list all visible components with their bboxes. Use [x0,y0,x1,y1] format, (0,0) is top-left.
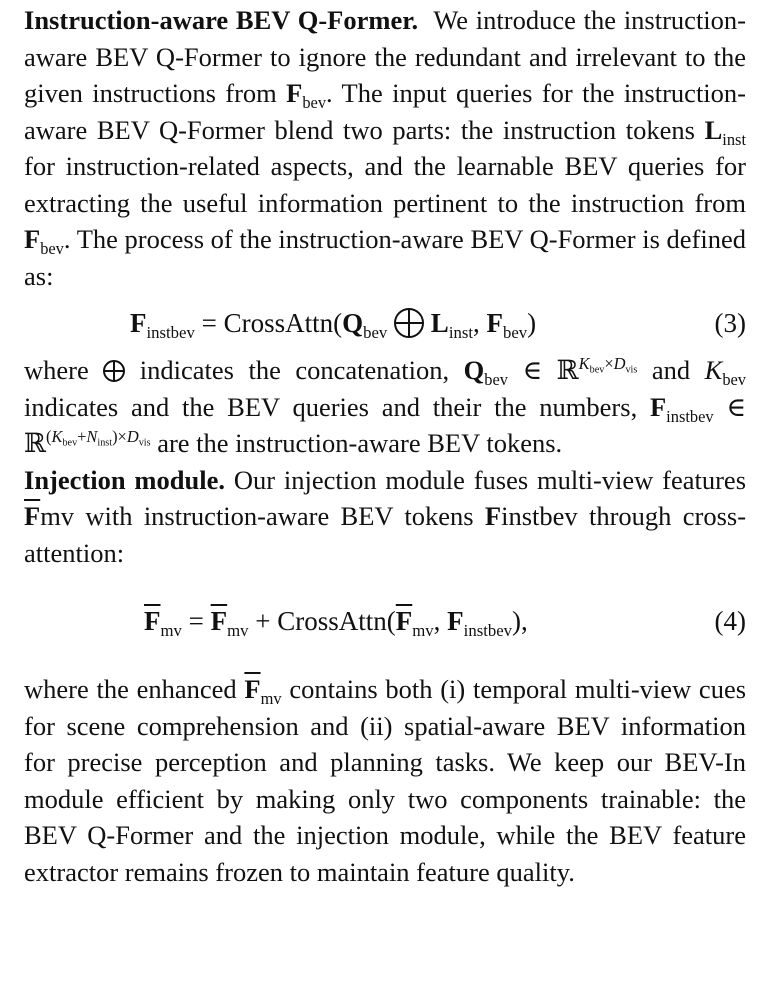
where-text: indicates the concatenation, [139,355,450,385]
math-K: K [704,355,723,385]
where-2-text: where the enhanced [24,674,237,704]
math-inline-instbev: instbev [501,501,578,531]
math-F: F [286,78,303,108]
math-N: N [86,427,98,447]
paragraph-where-1: where indicates the concatenation, $Q_{bev}$ ∈ ℝ$^{K_{bev}\times D_{vis}}$ and $K_{bev}$ indicates and the BEV queries and their the numbers, $F_{instbev}$ ∈ ℝ$^{(K_{bev}+N_{inst})\times D_{vis}}$ are the instruction-aware BEV tokens. [24,354,747,458]
paragraph-qformer [24,2,746,294]
qformer-text-1: We introduce the instruction-aware BEV Q-Former to ignore the redundant and irrelevant to the given instructions from [24,5,746,108]
equation-3-number: (3) [714,308,746,338]
math-Fbar: $\overline{F}$ [24,501,41,531]
math-sub: bev [722,369,747,389]
paragraph-where-2 [24,671,746,890]
where-text: where [24,355,89,385]
math-F: F [130,308,147,338]
math-sub: vis [138,437,151,449]
math-sub: inst [448,322,473,342]
math-L: L [704,114,723,145]
math-sub: inst [722,129,747,149]
math-Fbar: $\overline{F}$ [244,674,261,704]
math-reals: ℝ [24,428,47,458]
math-sub: bev [484,369,508,389]
math-Fbar: $\overline{F}$ [144,606,161,636]
equation-3-body: $F_{instbev}$ = $CrossAttn(Q_{bev}$ $L_{inst}$, $F_{bev}$) [130,308,537,342]
heading-qformer: Instruction-aware BEV Q-Former. [24,5,419,35]
where-text: and [651,355,691,385]
math-sub: mv [160,620,182,640]
math-sub: bev [363,322,388,342]
equation-4-number: (4) [714,606,746,636]
where-text: are the instruction-aware BEV tokens. [157,428,563,458]
math-crossattn: CrossAttn [223,308,334,338]
injection-text-2: with instruction-aware BEV tokens [85,501,474,531]
math-sub: bev [589,364,605,376]
math-sub: instbev [463,620,513,640]
where-2-rest: contains both (i) temporal multi-view cues for scene comprehension and (ii) spatial-aware BEV information for precise perception and planning tasks. We keep our BEV-In module efficient by making only two components trainable: the BEV Q-Former and the injection module, while the BEV feature extractor remains frozen to maintain feature quality. [24,674,747,887]
math-F: F [486,308,503,338]
math-K: K [578,354,590,374]
math-Fbar: $\overline{F}$ [210,606,228,636]
where-text: indicates and the BEV queries and their the numbers, [24,391,638,422]
math-F: F [649,391,667,422]
heading-injection: Injection module. [24,464,225,495]
qformer-text-4: . The process of the instruction-aware BEV Q-Former is defined as: [24,224,746,291]
math-D: D [613,354,626,374]
oplus-icon [103,360,125,382]
math-sub: mv [412,620,434,640]
paragraph-injection [24,462,746,572]
paper-page [24,2,746,890]
math-Q: Q [463,355,485,385]
math-sub: mv [227,620,249,640]
math-sub: instbev [146,322,195,342]
math-sub: bev [40,238,64,258]
math-sub: mv [260,688,282,708]
equation-3 [24,294,746,352]
math-Q: Q [342,308,364,338]
math-sub: bev [62,437,78,449]
math-sub: bev [302,92,327,112]
math-F: F [447,606,464,636]
math-F: F [24,224,41,254]
math-Fbar: $\overline{F}$ [395,606,413,636]
math-sub: inst [97,437,113,449]
oplus-icon [394,308,424,338]
math-reals: ℝ [556,355,579,385]
math-L: L [430,308,449,338]
math-D: D [126,427,139,447]
math-K: K [51,427,63,447]
math-F: F [484,501,502,531]
math-inline-mv: mv [40,501,75,531]
math-crossattn: CrossAttn [277,606,387,636]
equation-4 [24,571,746,671]
math-sub: bev [503,322,528,342]
qformer-text-2: . The input queries for the instruction-aware BEV Q-Former blend two parts: the instruction tokens [24,78,746,145]
math-sub: vis [625,364,638,376]
math-sub: instbev [666,406,714,426]
injection-text-1: Our injection module fuses multi-view features [233,464,747,495]
injection-text-3: through cross-attention: [24,501,747,568]
qformer-text-3: for instruction-related aspects, and the learnable BEV queries for extracting the useful information pertinent to the instruction from [24,151,746,218]
equation-4-body: $\overline{F}_{mv} = \overline{F}_{mv}$ + $CrossAttn(\overline{F}_{mv}$, $F_{instbev}$), [144,606,528,640]
